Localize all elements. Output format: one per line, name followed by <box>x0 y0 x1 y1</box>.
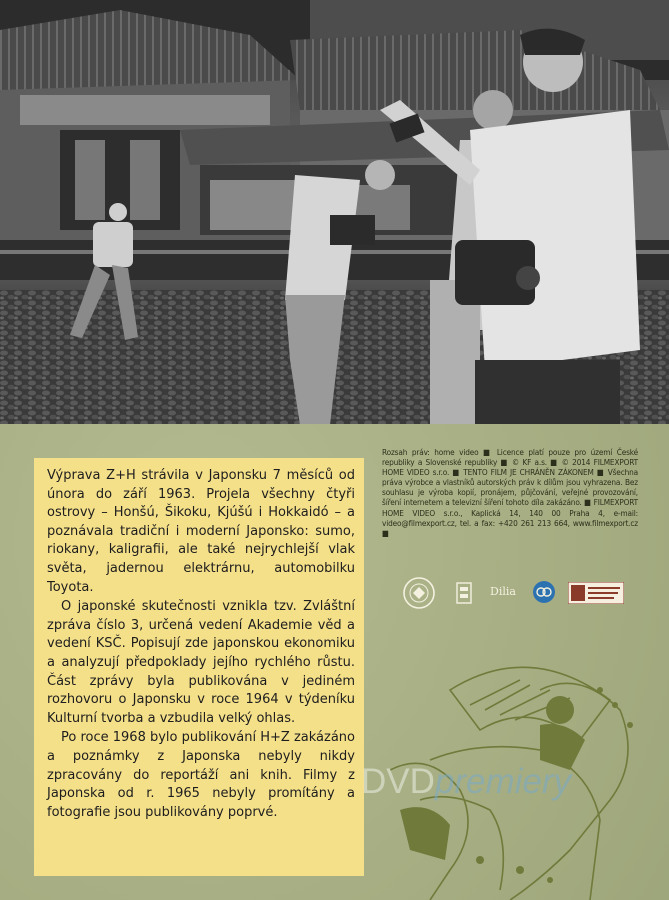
dvdpremiery-watermark <box>361 762 571 802</box>
oa-circle-logo <box>532 580 556 604</box>
description-box <box>34 458 364 876</box>
legal-notice: Rozsah práv: home video ■ Licence platí pouze pro území České republiky a Slovenské republiky ■ © KF a.s. ■ © 2014 FILMEXPORT HOME VIDEO s.r.o. ■ TENTO FILM JE CHRÁNĚN ZÁKONEM ■ Všechna práva výrobce a vlastníků autorských práv k dílům jsou vyhrazena. Bez souhlasu je výroba kopií, pronájem, půjčování, veřejné provozování, šíření internetem a televizní šíření tohoto díla zakázáno. ■ FILMEXPORT HOME VIDEO s.r.o., Kaplická 14, 140 00 Praha 4, e-mail: video@filmexport.cz, tel. a fax: +420 261 213 664, www.filmexport.cz ■ <box>382 447 638 538</box>
description-paragraph-1: Výprava Z+H strávila v Japonsku 7 měsíců od února do září 1963. Projela všechny čtyři ostrovy – Honšú, Šikoku, Kjúšú i Hokkaidó – a poznávala tradiční i moderní Japonsko: sumo, riokany, kaligrafii, ale také nejrychlejší vlak světa, jadernou elektrárnu, automobilku Toyota. <box>47 468 355 595</box>
dilia-logo: Dilia <box>490 585 516 598</box>
description-paragraph-2: O japonské skutečnosti vznikla tzv. Zvláštní zpráva číslo 3, určená vedení Akademie věd a vedení KSČ. Popisují zde japonskou ekonomiku a analyzují předpoklady jejího rychlého růstu. Část zprávy byla publikována v jediném rozhovoru o Japonsku v roce 1964 v týdeníku Kulturní tvorba a vzbudila velký ohlas. <box>47 599 355 726</box>
filmexport-seal-logo <box>402 576 438 610</box>
watermark-dvd: DVD <box>361 762 435 801</box>
cover-photo-drawing <box>0 0 669 424</box>
cover-photo <box>0 0 669 424</box>
classification-icon <box>456 582 472 604</box>
logo-strip <box>402 576 634 610</box>
description-paragraph-3: Po roce 1968 bylo publikování H+Z zakázáno a poznámky z Japonska nebyly nikdy zpracovány do reportáží ani knih. Filmy z Japonska od r. 1965 nebyly promítány a fotografie jsou publikovány poprvé. <box>47 730 355 820</box>
museum-logo <box>568 582 624 604</box>
watermark-premiery: premiery <box>434 762 572 801</box>
